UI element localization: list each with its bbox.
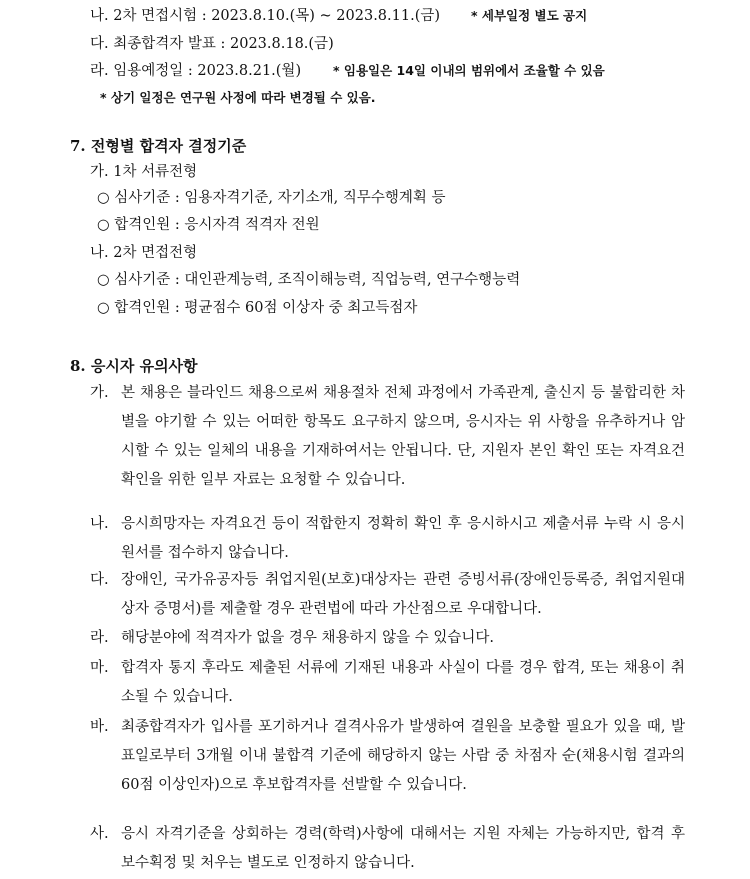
notice-marker: 가.	[90, 385, 109, 401]
schedule-text: 2차 면접시험 : 2023.8.10.(목) ~ 2023.8.11.(금)	[113, 8, 441, 24]
schedule-marker: 라.	[90, 63, 109, 79]
stage2-pass-count: ○ 합격인원 : 평균점수 60점 이상자 중 최고득점자	[97, 300, 418, 316]
schedule-marker: 다.	[90, 36, 109, 52]
notice-text: 해당분야에 적격자가 없을 경우 채용하지 않을 수 있습니다.	[121, 630, 495, 646]
notice-item-preference	[90, 566, 685, 624]
notice-item-blind-hiring	[90, 379, 685, 495]
notice-text: 최종합격자가 입사를 포기하거나 결격사유가 발생하여 결원을 보충할 필요가 있을 때, 발표일로부터 3개월 이내 불합격 기준에 해당하지 않는 사람 중 차점자 순(채용시험 결과의 60점 이상인자)으로 후보합격자를 선발할 수 있습니다.	[121, 719, 685, 793]
notice-text: 본 채용은 블라인드 채용으로써 채용절차 전체 과정에서 가족관계, 출신지 등 불합리한 차별을 야기할 수 있는 어떠한 항목도 요구하지 않으며, 응시자는 위 사항을 유추하거나 암시할 수 있는 일체의 내용을 기재하여서는 안됩니다. 단, 지원자 본인 확인 또는 자격요건 확인을 위한 일부 자료는 요청할 수 있습니다.	[121, 385, 685, 488]
notice-item-cancellation	[90, 654, 685, 712]
stage1-title: 가. 1차 서류전형	[90, 164, 198, 180]
stage1-pass-count: ○ 합격인원 : 응시자격 적격자 전원	[97, 217, 320, 233]
schedule-marker: 나.	[90, 8, 109, 24]
notice-marker: 마.	[90, 660, 109, 676]
notice-marker: 나.	[90, 516, 109, 532]
schedule-text: 최종합격자 발표 : 2023.8.18.(금)	[113, 36, 334, 52]
notice-item-no-qualified	[90, 624, 685, 653]
schedule-note-appointment: * 임용일은 14일 이내의 범위에서 조율할 수 있음	[333, 63, 605, 78]
notice-text: 응시 자격기준을 상회하는 경력(학력)사항에 대해서는 지원 자체는 가능하지만, 합격 후 보수획정 및 처우는 별도로 인정하지 않습니다.	[121, 826, 685, 871]
notice-marker: 사.	[90, 826, 109, 842]
notice-text: 응시희망자는 자격요건 등이 적합한지 정확히 확인 후 응시하시고 제출서류 누락 시 응시원서를 접수하지 않습니다.	[121, 516, 685, 561]
notice-item-overqualified	[90, 820, 685, 878]
notice-text: 합격자 통지 후라도 제출된 서류에 기재된 내용과 사실이 다를 경우 합격, 또는 채용이 취소될 수 있습니다.	[121, 660, 685, 705]
stage2-title: 나. 2차 면접전형	[90, 245, 198, 261]
section-7-title: 7. 전형별 합격자 결정기준	[70, 137, 247, 155]
stage1-criteria: ○ 심사기준 : 임용자격기준, 자기소개, 직무수행계획 등	[97, 190, 446, 206]
stage2-criteria: ○ 심사기준 : 대인관계능력, 조직이해능력, 직업능력, 연구수행능력	[97, 272, 521, 288]
notice-item-eligibility	[90, 510, 685, 568]
notice-marker: 다.	[90, 572, 109, 588]
schedule-line-interview	[90, 6, 440, 26]
schedule-line-appointment	[90, 61, 301, 81]
notice-marker: 라.	[90, 630, 109, 646]
notice-marker: 바.	[90, 719, 109, 735]
schedule-change-note: * 상기 일정은 연구원 사정에 따라 변경될 수 있음.	[100, 90, 376, 105]
schedule-line-final-announcement	[90, 34, 334, 54]
section-8-title: 8. 응시자 유의사항	[70, 357, 198, 375]
notice-item-reserve-candidates	[90, 713, 685, 800]
schedule-text: 임용예정일 : 2023.8.21.(월)	[113, 63, 302, 79]
schedule-note-interview: * 세부일정 별도 공지	[471, 8, 588, 23]
notice-text: 장애인, 국가유공자등 취업지원(보호)대상자는 관련 증빙서류(장애인등록증, 취업지원대상자 증명서)를 제출할 경우 관련법에 따라 가산점으로 우대합니다.	[121, 572, 685, 617]
